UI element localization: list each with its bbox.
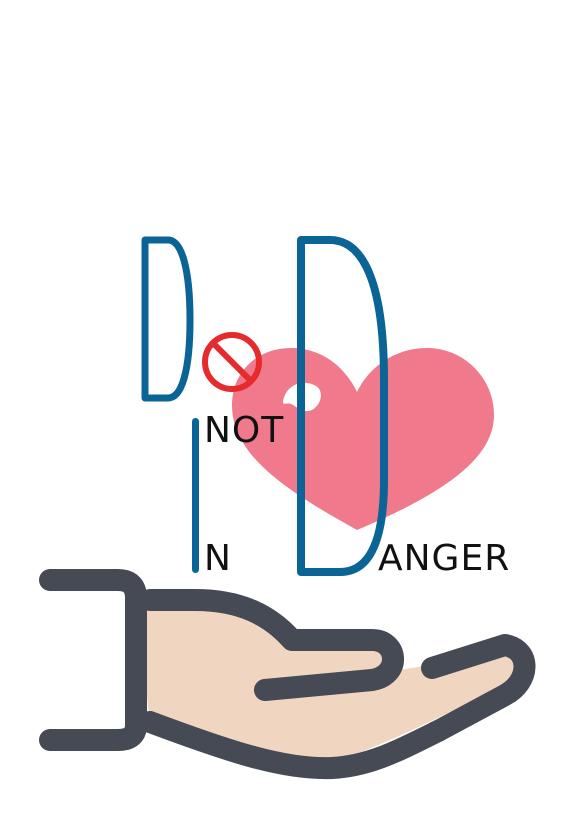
word-not: NOT [204, 410, 285, 451]
open-hand-icon [50, 580, 525, 768]
hand-cuff [50, 580, 136, 740]
letter-i-bar [192, 418, 199, 573]
word-anger: ANGER [378, 538, 511, 579]
prohibition-icon [205, 335, 259, 389]
letter-d-small-outline [145, 240, 190, 398]
word-n: N [204, 538, 232, 579]
